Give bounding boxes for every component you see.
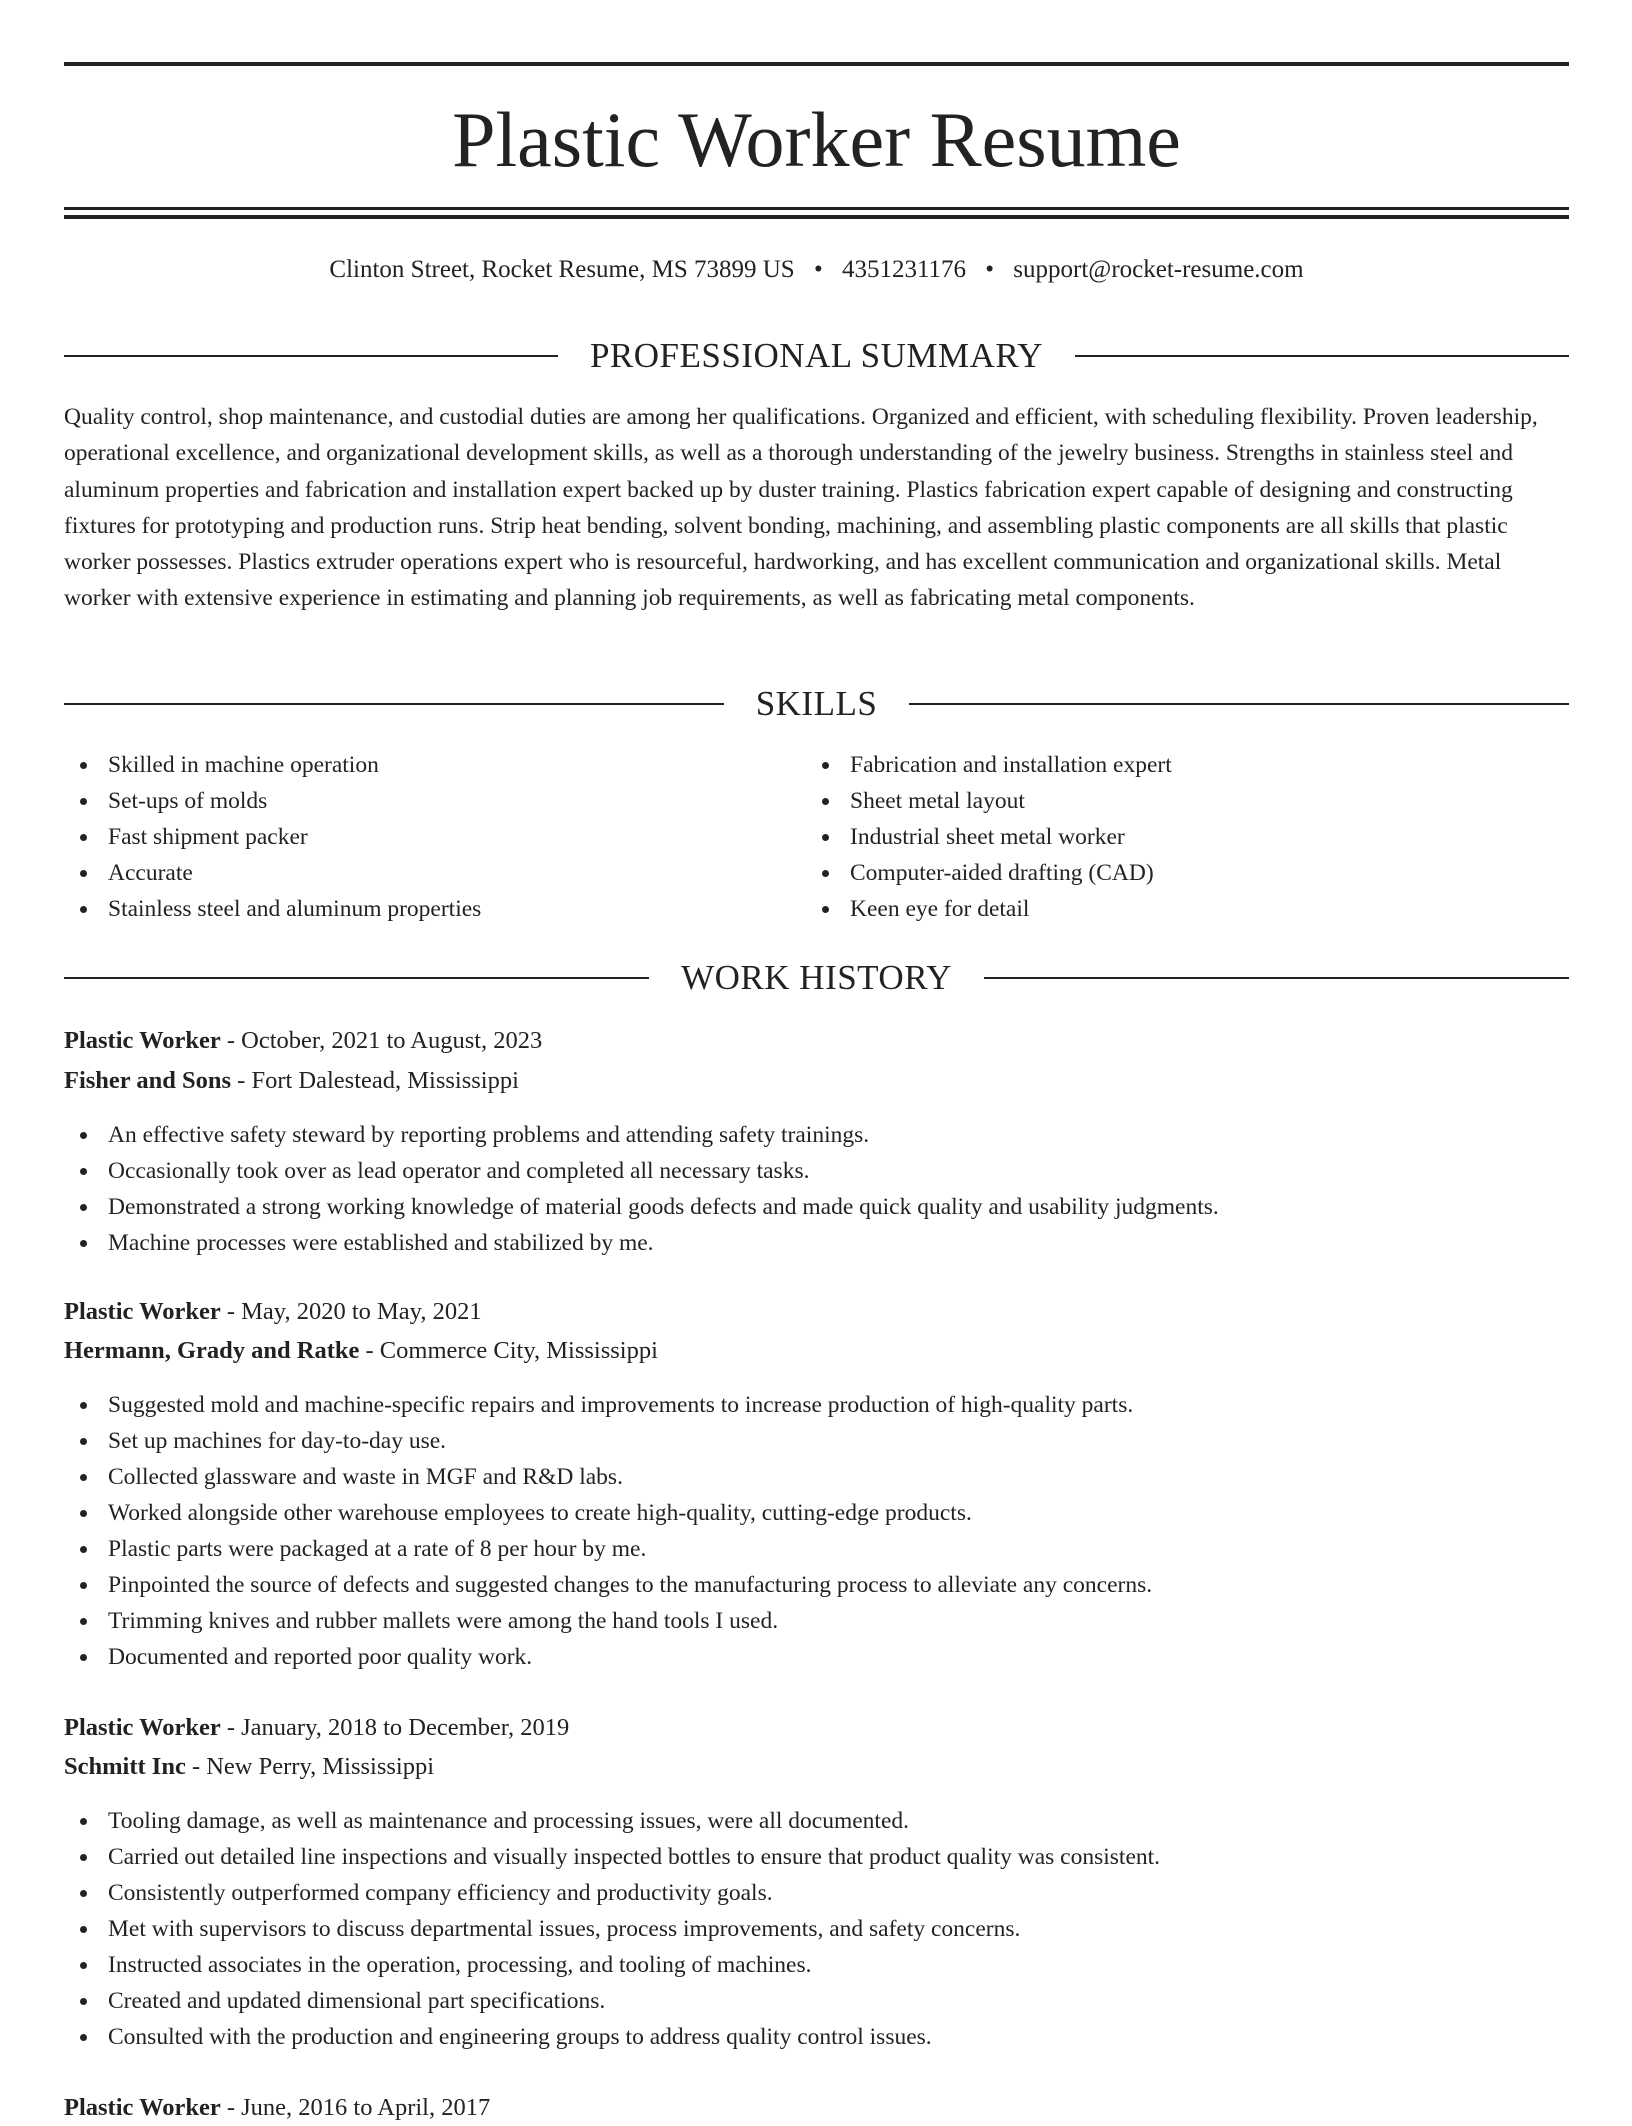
- skill-item: Fast shipment packer: [64, 819, 764, 855]
- contact-phone: 4351231176: [841, 256, 967, 283]
- skill-item: Stainless steel and aluminum properties: [64, 891, 764, 927]
- job-bullet: Documented and reported poor quality work.: [64, 1639, 1569, 1675]
- section-heading-label: SKILLS: [755, 684, 878, 723]
- job-title: Plastic Worker: [64, 1027, 221, 1054]
- skills-list-left: [64, 747, 764, 927]
- job-title: Plastic Worker: [64, 1298, 221, 1325]
- job-bullet: Met with supervisors to discuss departmental issues, process improvements, and safety concerns.: [64, 1911, 1569, 1947]
- title-rule-lower: [64, 215, 1569, 219]
- contact-separator: •: [813, 256, 823, 283]
- job-dates: - January, 2018 to December, 2019: [220, 1714, 570, 1741]
- job-company: Fisher and Sons: [64, 1067, 232, 1094]
- skill-item: Computer-aided drafting (CAD): [806, 855, 1506, 891]
- skill-item: Fabrication and installation expert: [806, 747, 1506, 783]
- section-rule-left: [64, 977, 649, 979]
- job-location: - Commerce City, Mississippi: [359, 1337, 658, 1364]
- resume-title: Plastic Worker Resume: [452, 96, 1181, 183]
- job-bullet: An effective safety steward by reporting problems and attending safety trainings.: [64, 1117, 1569, 1153]
- job-dates: - June, 2016 to April, 2017: [220, 2094, 491, 2121]
- title-rule-upper: [64, 207, 1569, 210]
- job-bullet: Occasionally took over as lead operator and completed all necessary tasks.: [64, 1153, 1569, 1189]
- job-company-line: [64, 1333, 1569, 1369]
- skill-item: Keen eye for detail: [806, 891, 1506, 927]
- skill-item: Skilled in machine operation: [64, 747, 764, 783]
- top-rule: [64, 62, 1569, 66]
- summary-paragraph: Quality control, shop maintenance, and custodial duties are among her qualifications. Organized and efficient, with scheduling flexibility. Proven leadership, operational excellence, and organizational development skills, as well as a thorough understanding of the jewelry business. Strengths in stainless steel and aluminum properties and fabrication and installation expert backed up by duster training. Plastics fabrication expert capable of designing and constructing fixtures for prototyping and production runs. Strip heat bending, solvent bonding, machining, and assembling plastic components are all skills that plastic worker possesses. Plastics extruder operations expert who is resourceful, hardworking, and has excellent communication and organizational skills. Metal worker with extensive experience in estimating and planning job requirements, as well as fabricating metal components.: [64, 404, 1538, 612]
- job-bullet: Demonstrated a strong working knowledge of material goods defects and made quick quality and usability judgments.: [64, 1189, 1569, 1225]
- job-company-line: [64, 1749, 1569, 1785]
- job-bullet: Carried out detailed line inspections and visually inspected bottles to ensure that product quality was consistent.: [64, 1839, 1569, 1875]
- contact-address: Clinton Street, Rocket Resume, MS 73899 US: [329, 256, 795, 283]
- skill-item: Set-ups of molds: [64, 783, 764, 819]
- job-company: Schmitt Inc: [64, 1753, 186, 1780]
- section-rule-right: [909, 703, 1569, 705]
- contact-separator: •: [985, 256, 995, 283]
- job-bullet: Worked alongside other warehouse employees to create high-quality, cutting-edge products.: [64, 1495, 1569, 1531]
- job-bullet: Pinpointed the source of defects and suggested changes to the manufacturing process to alleviate any concerns.: [64, 1567, 1569, 1603]
- job-bullet: Tooling damage, as well as maintenance and processing issues, were all documented.: [64, 1803, 1569, 1839]
- section-heading-label: WORK HISTORY: [681, 958, 952, 997]
- section-heading-work-history: [64, 956, 1569, 1000]
- job-bullet: Suggested mold and machine-specific repairs and improvements to increase production of high-quality parts.: [64, 1387, 1569, 1423]
- contact-email: support@rocket-resume.com: [1013, 256, 1304, 283]
- job-bullets: [64, 1117, 1569, 1261]
- job-title: Plastic Worker: [64, 1714, 221, 1741]
- skill-item: Accurate: [64, 855, 764, 891]
- section-rule-left: [64, 355, 558, 357]
- section-rule-right: [1075, 355, 1569, 357]
- job-company: Hermann, Grady and Ratke: [64, 1337, 360, 1364]
- contact-line: [64, 252, 1569, 288]
- job-bullets: [64, 1803, 1569, 2055]
- skill-item: Sheet metal layout: [806, 783, 1506, 819]
- job-title-line: [64, 1294, 1569, 1330]
- job-bullet: Created and updated dimensional part specifications.: [64, 1983, 1569, 2019]
- job-bullet: Set up machines for day-to-day use.: [64, 1423, 1569, 1459]
- section-rule-right: [984, 977, 1569, 979]
- skills-list-right: [806, 747, 1506, 927]
- section-heading-label: PROFESSIONAL SUMMARY: [589, 336, 1044, 375]
- job-dates: - October, 2021 to August, 2023: [220, 1027, 543, 1054]
- job-bullet: Instructed associates in the operation, processing, and tooling of machines.: [64, 1947, 1569, 1983]
- job-bullet: Plastic parts were packaged at a rate of 8 per hour by me.: [64, 1531, 1569, 1567]
- section-heading-skills: [64, 682, 1569, 726]
- job-title-line: [64, 1710, 1569, 1746]
- skill-item: Industrial sheet metal worker: [806, 819, 1506, 855]
- job-bullet: Machine processes were established and stabilized by me.: [64, 1225, 1569, 1261]
- job-bullet: Consistently outperformed company efficiency and productivity goals.: [64, 1875, 1569, 1911]
- section-rule-left: [64, 703, 724, 705]
- job-title-line: [64, 2090, 1569, 2126]
- job-company-line: [64, 1063, 1569, 1099]
- job-dates: - May, 2020 to May, 2021: [220, 1298, 482, 1325]
- job-location: - Fort Dalestead, Mississippi: [231, 1067, 519, 1094]
- job-location: - New Perry, Mississippi: [185, 1753, 434, 1780]
- job-title: Plastic Worker: [64, 2094, 221, 2121]
- job-bullets: [64, 1387, 1569, 1675]
- job-bullet: Trimming knives and rubber mallets were among the hand tools I used.: [64, 1603, 1569, 1639]
- section-heading-summary: [64, 334, 1569, 378]
- job-bullet: Collected glassware and waste in MGF and R&D labs.: [64, 1459, 1569, 1495]
- job-bullet: Consulted with the production and engineering groups to address quality control issues.: [64, 2019, 1569, 2055]
- job-title-line: [64, 1023, 1569, 1059]
